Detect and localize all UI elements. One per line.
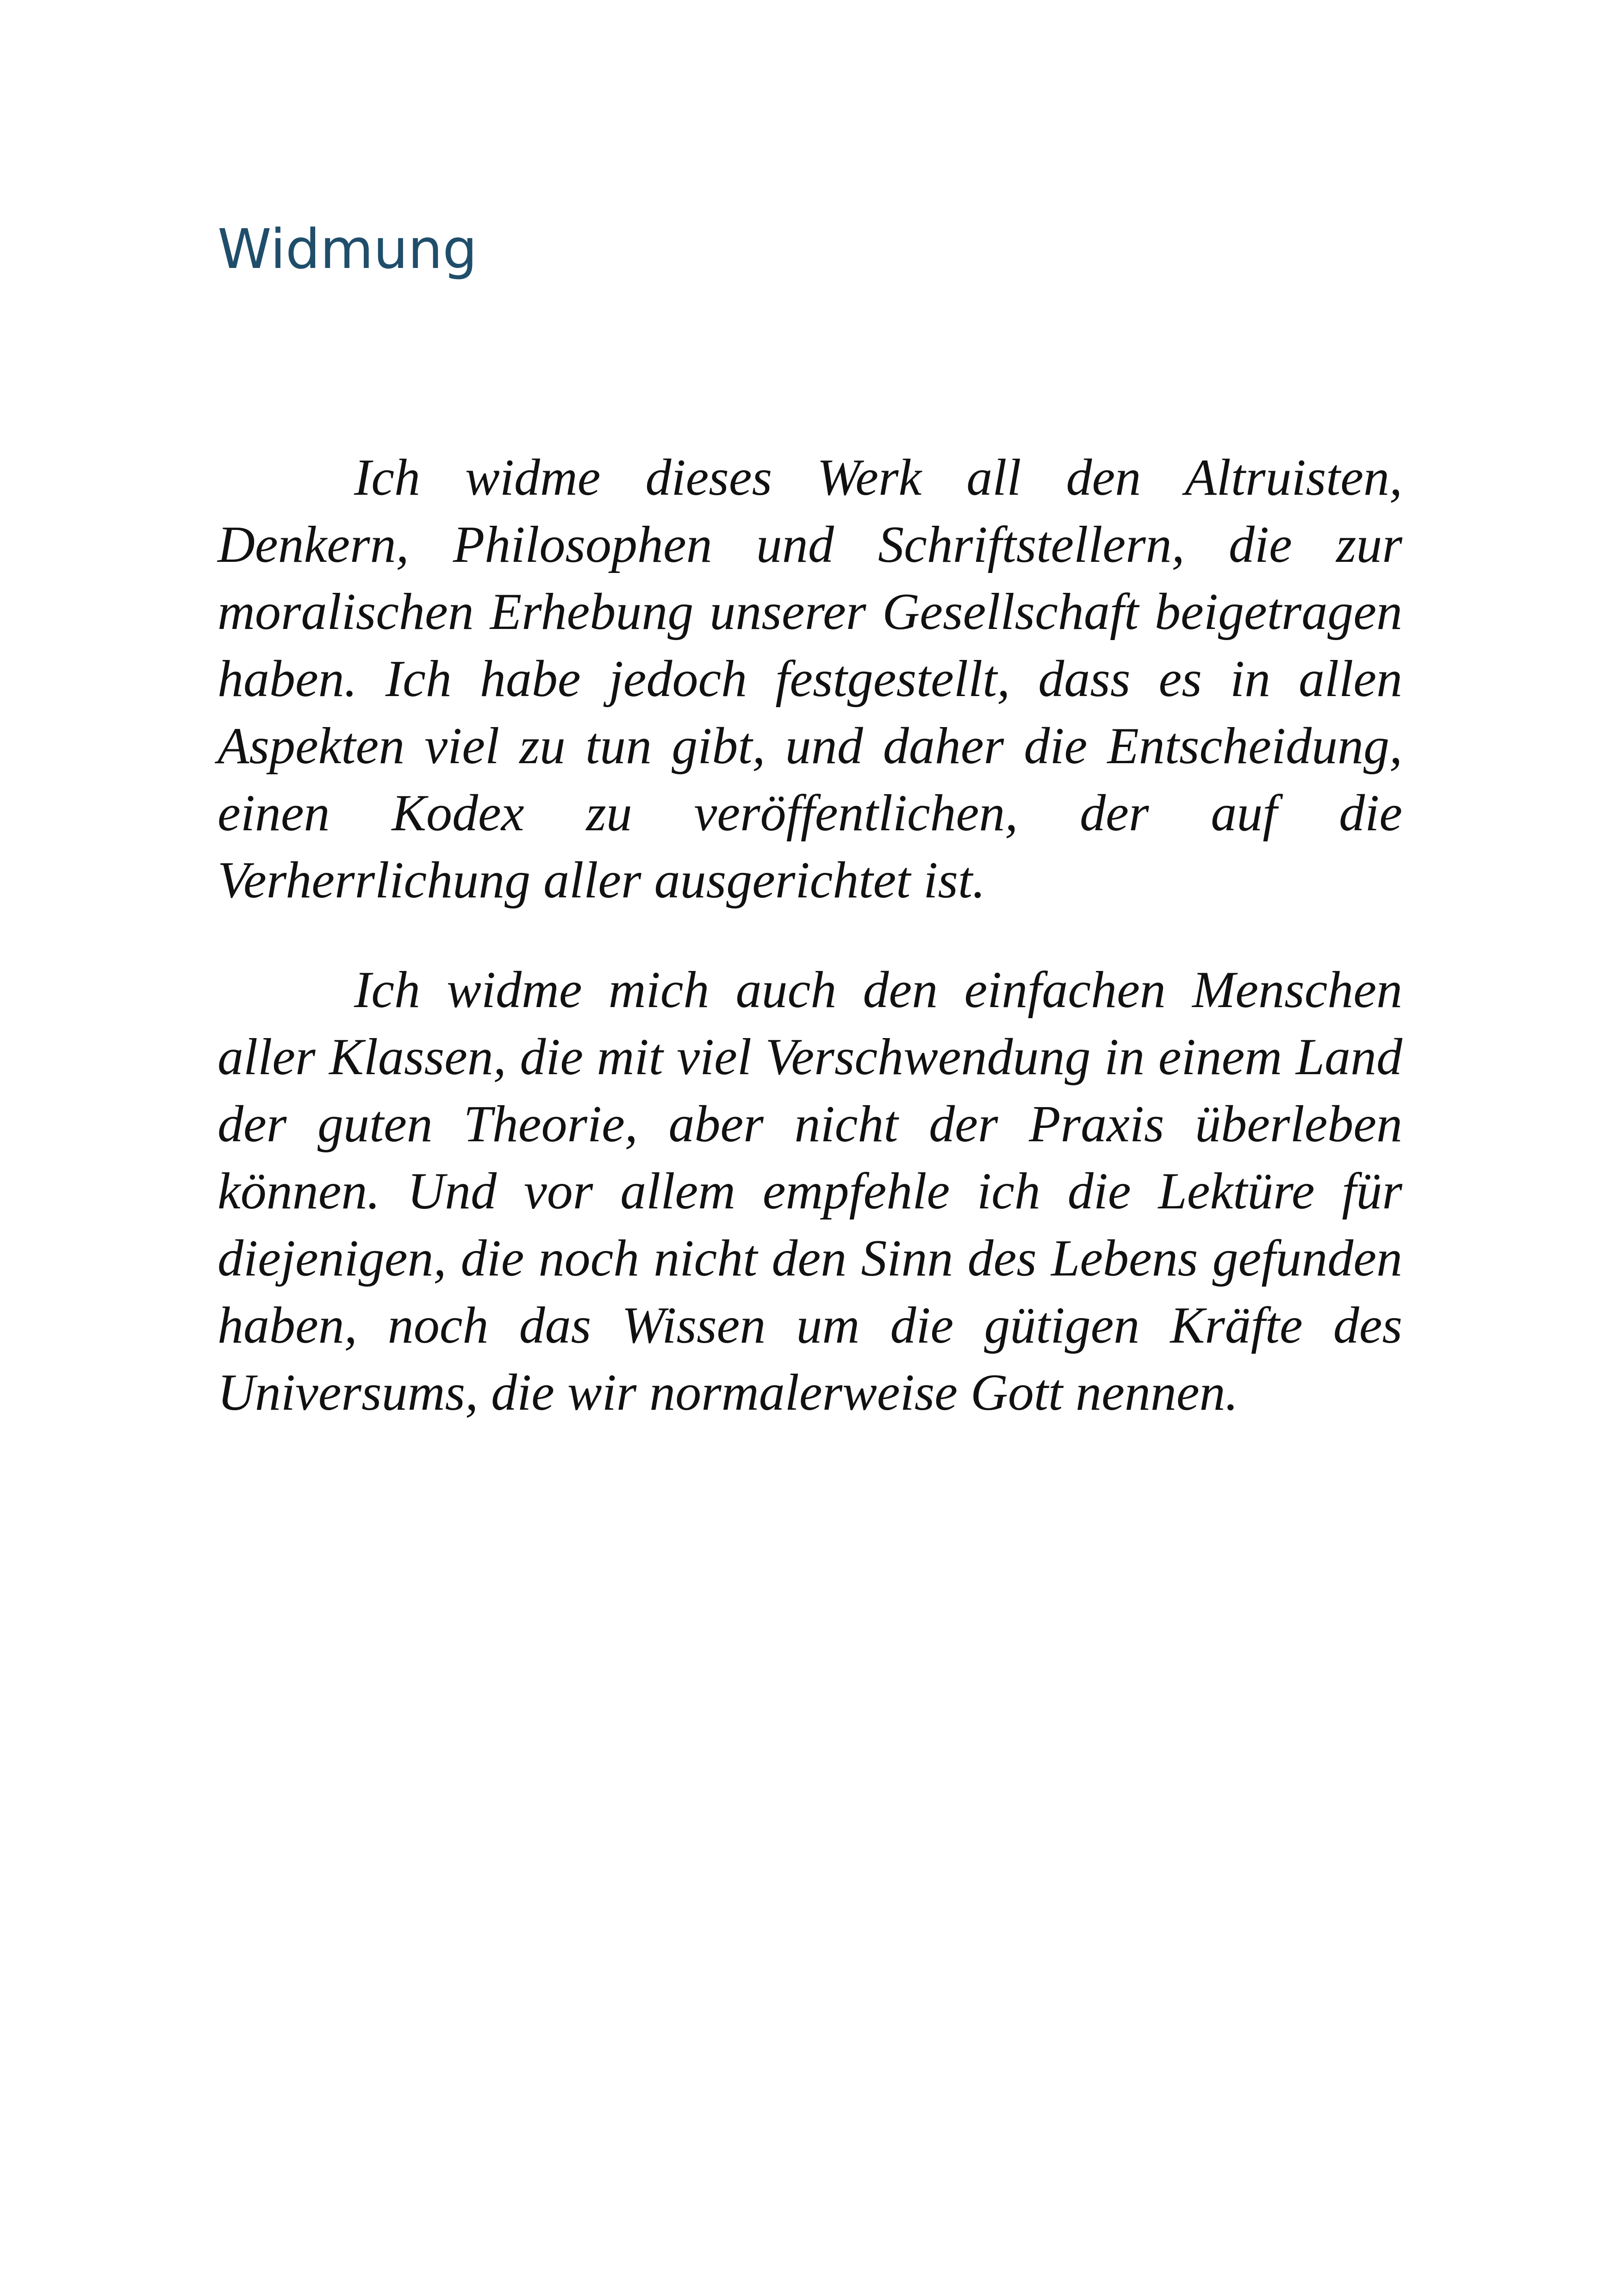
- dedication-body: [218, 444, 1402, 1469]
- dedication-paragraph-1: Ich widme dieses Werk all den Altruisten, Denkern, Philosophen und Schriftstellern, die zur moralischen Erhebung unserer Gesellschaft beigetragen haben. Ich habe jedoch festgestellt, dass es in allen Aspekten viel zu tun gibt, und daher die Entscheidung, einen Kodex zu veröffentlichen, der auf die Verherrlichung aller ausgerichtet ist.: [218, 449, 1402, 909]
- dedication-paragraph-2: Ich widme mich auch den einfachen Menschen aller Klassen, die mit viel Verschwendung in einem Land der guten Theorie, aber nicht der Praxis überleben können. Und vor allem empfehle ich die Lektüre für diejenigen, die noch nicht den Sinn des Lebens gefunden haben, noch das Wissen um die gütigen Kräfte des Universums, die wir normalerweise Gott nennen.: [218, 961, 1402, 1421]
- page-title: Widmung: [218, 217, 478, 281]
